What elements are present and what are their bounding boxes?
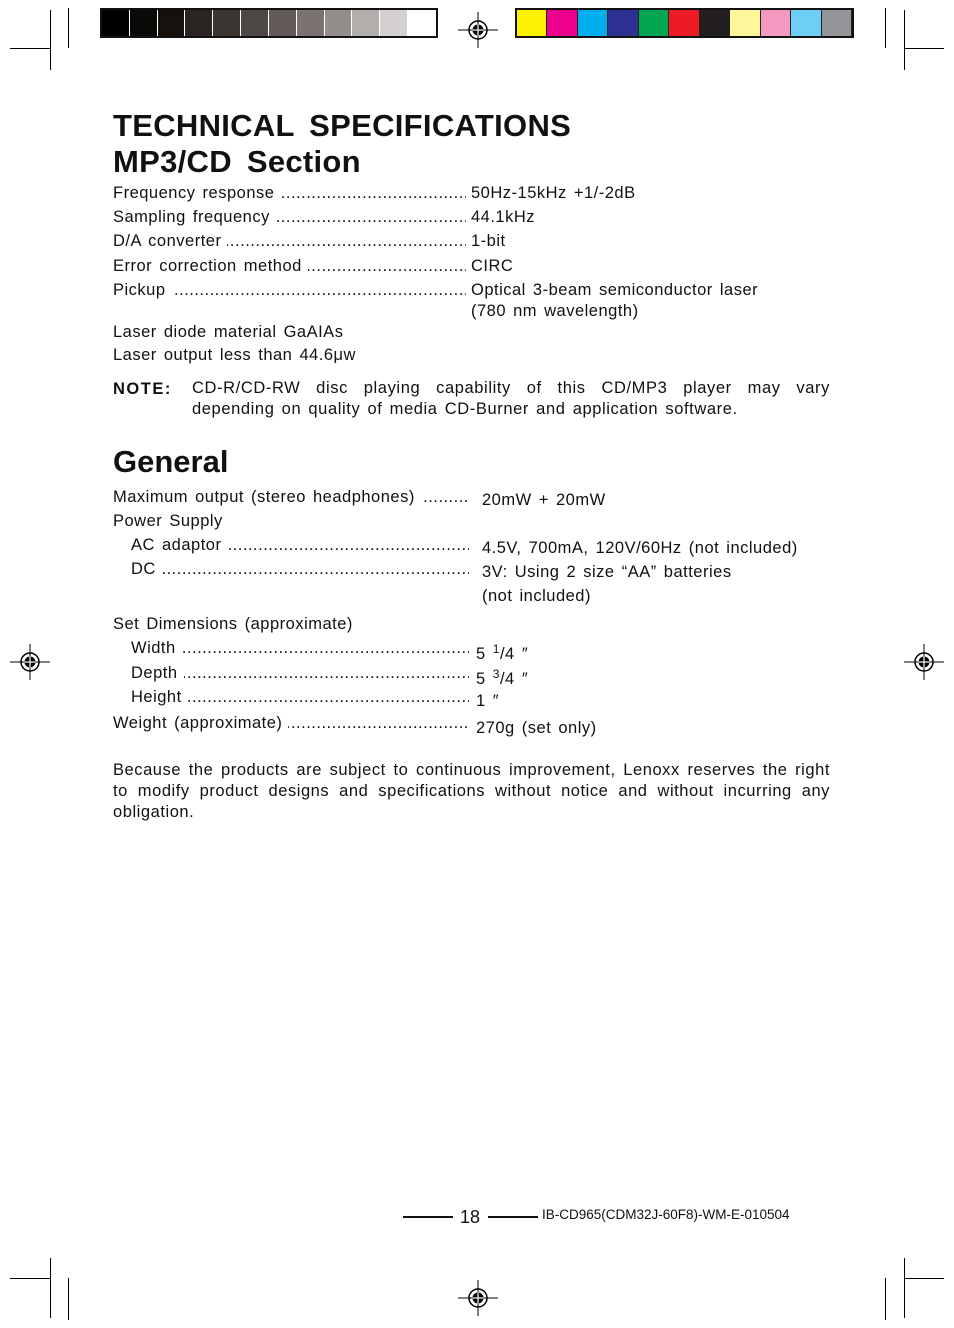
height-value (476, 690, 499, 712)
spec-label: Frequency response (113, 182, 280, 204)
max-output-label: Maximum output (stereo headphones) (113, 486, 421, 508)
color-swatch (380, 10, 408, 36)
width-whole: 5 (476, 645, 486, 663)
note-label: NOTE: (113, 380, 172, 398)
color-swatch (578, 10, 608, 36)
dc-value-line2: (not included) (482, 587, 591, 605)
inch-mark: ″ (492, 692, 500, 710)
width-numerator: 1 (492, 642, 500, 656)
depth-whole: 5 (476, 670, 486, 688)
footer-rule-right (488, 1216, 538, 1218)
depth-denominator: /4 (499, 670, 515, 688)
width-value (476, 643, 528, 666)
registration-mark-icon (904, 644, 944, 680)
color-swatch (352, 10, 380, 36)
color-swatch (700, 10, 730, 36)
color-swatch (408, 10, 436, 36)
depth-label: Depth (131, 662, 184, 684)
color-swatch (102, 10, 130, 36)
max-output-value: 20mW + 20mW (482, 491, 606, 509)
inch-mark: ″ (521, 670, 529, 688)
laser-material: Laser diode material GaAIAs (113, 323, 344, 341)
inch-mark: ″ (521, 645, 529, 663)
grayscale-bar (100, 8, 438, 38)
note-text: CD-R/CD-RW disc playing capability of this CD/MP3 player may vary depending on quality of media CD-Burner and application software. (192, 379, 830, 418)
spec-label: Sampling frequency (113, 206, 276, 228)
registration-mark-icon (458, 12, 498, 48)
leader-dots (131, 558, 469, 580)
color-swatch (791, 10, 821, 36)
page-title: TECHNICAL SPECIFICATIONS (113, 108, 572, 143)
color-swatch (730, 10, 760, 36)
color-swatch (158, 10, 186, 36)
color-swatch (269, 10, 297, 36)
section-title-mp3cd: MP3/CD Section (113, 144, 361, 179)
page-number: 18 (460, 1207, 481, 1227)
spec-value: CIRC (471, 257, 514, 275)
color-swatch (639, 10, 669, 36)
spec-value: 1-bit (471, 232, 506, 250)
power-supply-label: Power Supply (113, 512, 223, 530)
color-swatch (822, 10, 852, 36)
width-denominator: /4 (499, 645, 515, 663)
color-swatch (130, 10, 158, 36)
depth-value (476, 668, 528, 691)
weight-label: Weight (approximate) (113, 712, 288, 734)
spec-value: 50Hz-15kHz +1/-2dB (471, 184, 636, 202)
footer-rule-left (403, 1216, 453, 1218)
height-whole: 1 (476, 692, 486, 710)
depth-numerator: 3 (492, 667, 500, 681)
dc-label: DC (131, 558, 162, 580)
ac-adaptor-label: AC adaptor (131, 534, 227, 556)
spec-label: D/A converter (113, 230, 227, 252)
spec-value-line2: (780 nm wavelength) (471, 302, 639, 320)
registration-mark-icon (458, 1280, 498, 1316)
color-swatch (241, 10, 269, 36)
color-swatch (547, 10, 577, 36)
height-label: Height (131, 686, 188, 708)
color-swatch (761, 10, 791, 36)
ac-adaptor-value: 4.5V, 700mA, 120V/60Hz (not included) (482, 539, 798, 557)
document-code: IB-CD965(CDM32J-60F8)-WM-E-010504 (542, 1207, 790, 1222)
registration-mark-icon (10, 644, 50, 680)
spec-label: Error correction method (113, 255, 308, 277)
section-title-general: General (113, 444, 229, 479)
color-swatch (517, 10, 547, 36)
dimensions-label: Set Dimensions (approximate) (113, 615, 353, 633)
spec-label: Pickup (113, 279, 172, 301)
weight-value: 270g (set only) (476, 719, 597, 737)
color-swatch (669, 10, 699, 36)
spec-value: 44.1kHz (471, 208, 536, 226)
laser-output: Laser output less than 44.6μw (113, 346, 356, 364)
color-swatch (297, 10, 325, 36)
color-bar (515, 8, 854, 38)
color-swatch (608, 10, 638, 36)
disclaimer-paragraph: Because the products are subject to continuous improvement, Lenoxx reserves the right to modify product designs and specifications without notice and without incurring any obligation. (113, 761, 830, 821)
width-label: Width (131, 637, 182, 659)
color-swatch (185, 10, 213, 36)
color-swatch (325, 10, 353, 36)
color-swatch (213, 10, 241, 36)
spec-value: Optical 3-beam semiconductor laser (471, 281, 759, 299)
dc-value: 3V: Using 2 size “AA” batteries (482, 563, 732, 581)
leader-dots (131, 637, 469, 659)
